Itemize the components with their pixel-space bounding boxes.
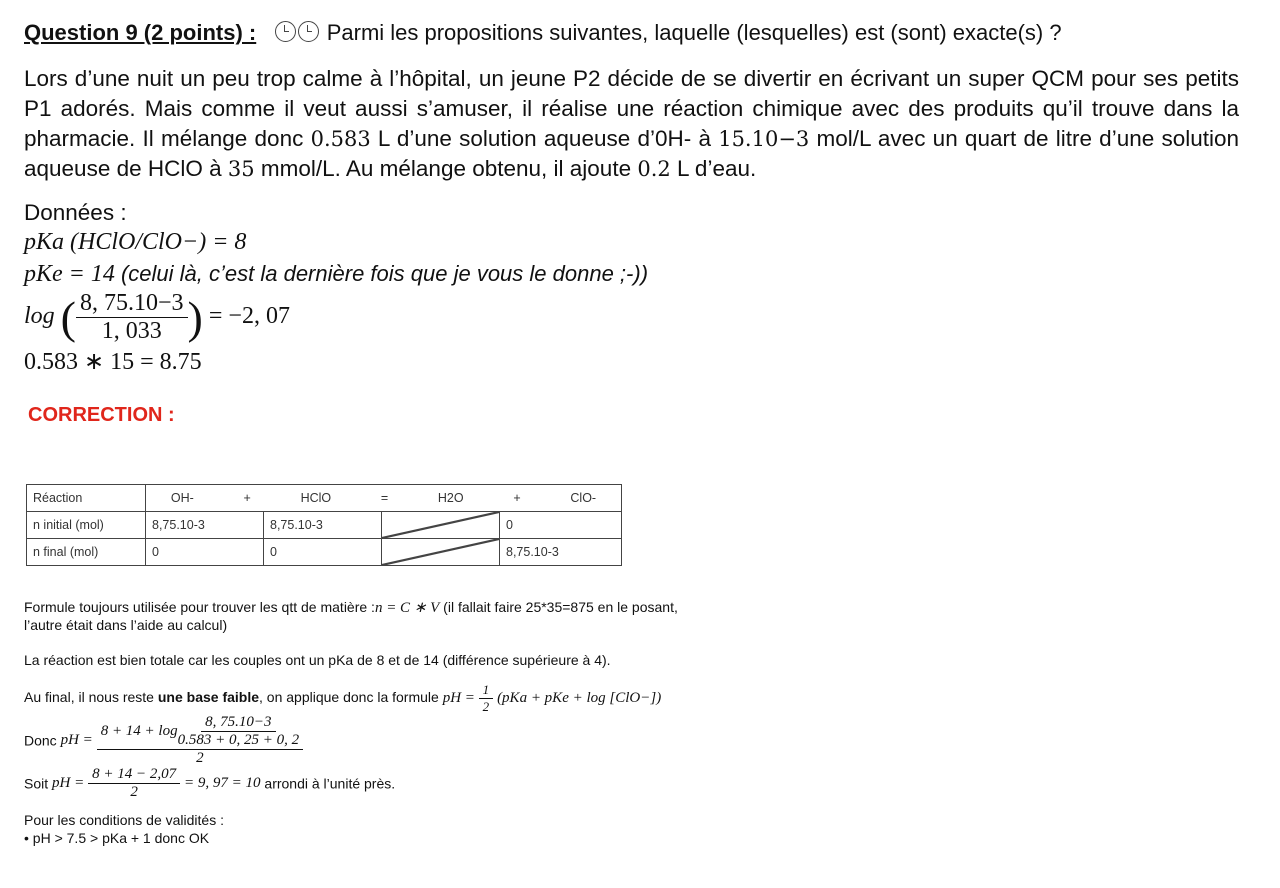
validity-title: Pour les conditions de validités :	[24, 812, 224, 828]
volume-water: 0.2	[637, 157, 671, 181]
data-title: Données :	[24, 200, 127, 225]
pke-line: pKe = 14 (celui là, c’est la dernière fois que je vous le donne ;-))	[24, 261, 649, 287]
conc-hclo: 35	[227, 157, 255, 181]
crossed-cell	[382, 512, 500, 539]
statement-text: L d’une solution aqueuse d’0H- à	[370, 126, 719, 151]
statement-text: mmol/L. Au mélange obtenu, il ajoute	[254, 156, 638, 181]
final-note: Au final, il nous reste une base faible, on applique donc la formule pH = $\frac{1}{2}$ (pKa + pKe + log [ClO−])	[24, 682, 662, 714]
table-row	[27, 539, 622, 566]
formula-note: Formule toujours utilisée pour trouver les qtt de matière :n = C ∗ V (il fallait faire 25*35=875 en le posant,	[24, 599, 678, 616]
log-line: log ( $\frac{8, 75.10-3}{1, 033}$ ) = −2, 07	[24, 290, 290, 344]
reaction-table	[26, 484, 622, 566]
clock-icon	[298, 21, 319, 42]
donc-line: Donc pH = 8 + 14 + log $\frac{8, 75.10-3}{0.583 + 0, 25 + 0, 2}$ 2	[24, 714, 303, 767]
table-cell: 8,75.10-3	[500, 539, 622, 566]
soit-line: Soit pH = $\frac{8 + 14 - 2,07}{2}$ = 9, 97 = 10 arrondi à l’unité près.	[24, 766, 396, 800]
crossed-cell	[382, 539, 500, 566]
correction-label: CORRECTION :	[28, 404, 175, 426]
table-cell: OH- + HClO = H2O + ClO-	[146, 485, 622, 512]
validity-item: • pH > 7.5 > pKa + 1 donc OK	[24, 830, 210, 846]
totale-note: La réaction est bien totale car les couples ont un pKa de 8 et de 14 (différence supérieure à 4).	[24, 652, 611, 668]
question-title: Question 9 (2 points) :	[24, 20, 257, 45]
table-row	[27, 512, 622, 539]
formula-note-2: l’autre était dans l’aide au calcul)	[24, 617, 228, 633]
table-cell: n final (mol)	[27, 539, 146, 566]
statement	[24, 64, 1239, 184]
pka-line: pKa (HClO/ClO−) = 8	[24, 229, 247, 255]
table-cell: 0	[146, 539, 264, 566]
table-header-row	[27, 485, 622, 512]
question-text: Parmi les propositions suivantes, laquelle (lesquelles) est (sont) exacte(s) ?	[326, 20, 1062, 45]
statement-text: Lors d’une nuit un peu trop calme à l’hôpital, un jeune P2 décide de se divertir en écrivant un super QCM pour ses petits P1 adorés. Mais comme il veut aussi s’amuser, il réalise une réaction chimique avec des produits qu’il trouve dans la pharmacie. Il mélange donc	[24, 66, 1239, 151]
product-line: 0.583 ∗ 15 = 8.75	[24, 349, 202, 375]
question-header	[24, 20, 1062, 46]
conc-oh: 15.10−3	[718, 127, 810, 151]
statement-text: L d’eau.	[670, 156, 757, 181]
table-cell: 8,75.10-3	[146, 512, 264, 539]
table-cell: 0	[500, 512, 622, 539]
table-cell: Réaction	[27, 485, 146, 512]
table-cell: 0	[264, 539, 382, 566]
clock-icon	[275, 21, 296, 42]
statement-text: mol/L avec un quart de litre d’une solution aqueuse de HClO à	[24, 126, 1240, 181]
volume-oh: 0.583	[310, 127, 371, 151]
table-cell: n initial (mol)	[27, 512, 146, 539]
table-cell: 8,75.10-3	[264, 512, 382, 539]
